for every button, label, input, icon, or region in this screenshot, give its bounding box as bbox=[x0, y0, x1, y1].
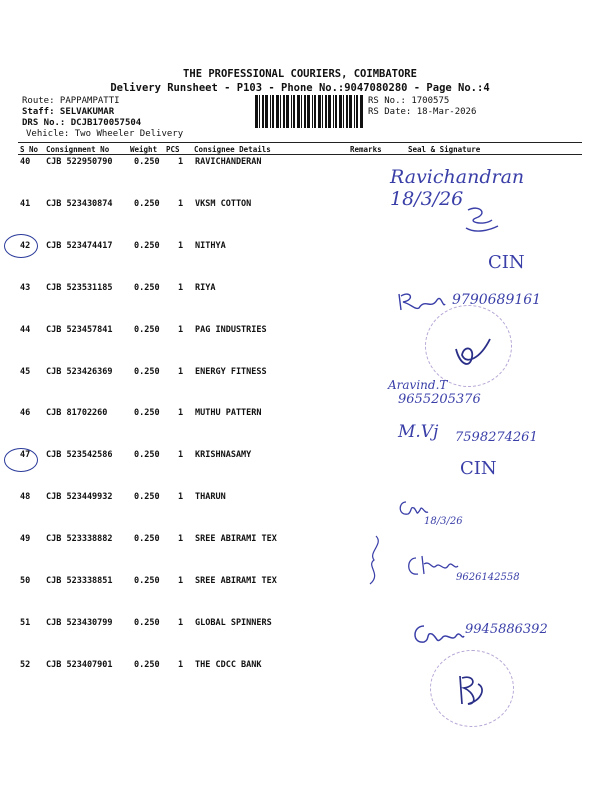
row-pcs: 1 bbox=[178, 408, 184, 419]
row-consignee: KRISHNASAMY bbox=[195, 450, 252, 461]
row-pcs: 1 bbox=[178, 659, 184, 670]
barcode-bar bbox=[297, 95, 300, 128]
barcode-bar bbox=[360, 95, 363, 128]
row-consignment-no: CJB 523474417 bbox=[46, 240, 113, 251]
row-weight: 0.250 bbox=[134, 408, 160, 419]
staff-label: Staff: SELVAKUMAR bbox=[22, 107, 115, 117]
barcode-bar bbox=[307, 95, 310, 128]
row-sno: 52 bbox=[20, 659, 31, 670]
barcode-bar bbox=[314, 95, 316, 128]
handwritten-name-46: M.Vj bbox=[398, 422, 439, 442]
row-sno: 47 bbox=[20, 450, 31, 461]
row-pcs: 1 bbox=[178, 450, 184, 461]
barcode-bar bbox=[255, 95, 258, 128]
barcode-bar bbox=[322, 95, 323, 128]
row-sno: 49 bbox=[20, 534, 31, 545]
row-consignee: SREE ABIRAMI TEX bbox=[195, 534, 277, 545]
barcode-image bbox=[255, 95, 365, 128]
row-consignee: MUTHU PATTERN bbox=[195, 408, 262, 419]
barcode-bar bbox=[276, 95, 279, 128]
barcode-bar bbox=[293, 95, 295, 128]
row-consignment-no: CJB 523430874 bbox=[46, 198, 113, 209]
row-sno: 44 bbox=[20, 324, 31, 335]
signature-scribble-51 bbox=[410, 622, 466, 648]
barcode-bar bbox=[291, 95, 292, 128]
row-weight: 0.250 bbox=[134, 157, 160, 167]
barcode-bar bbox=[262, 95, 264, 128]
row-weight: 0.250 bbox=[134, 659, 160, 670]
col-sno: S No bbox=[20, 145, 39, 154]
circle-mark-47 bbox=[4, 448, 38, 472]
barcode-bar bbox=[312, 95, 313, 128]
col-pcs: PCS bbox=[166, 145, 180, 154]
col-weight: Weight bbox=[130, 145, 158, 154]
rs-number: RS No.: 1700575 bbox=[368, 96, 450, 106]
row-pcs: 1 bbox=[178, 534, 184, 545]
barcode-bar bbox=[259, 95, 260, 128]
barcode-bar bbox=[356, 95, 358, 128]
barcode-bar bbox=[270, 95, 271, 128]
row-pcs: 1 bbox=[178, 157, 184, 167]
barcode-bar bbox=[304, 95, 306, 128]
route-label: Route: PAPPAMPATTI bbox=[22, 96, 120, 106]
row-consignment-no: CJB 523407901 bbox=[46, 659, 113, 670]
handwritten-phone-46: 7598274261 bbox=[455, 430, 538, 445]
col-consignment: Consignment No bbox=[46, 145, 110, 154]
vehicle-label: Vehicle: Two Wheeler Delivery bbox=[26, 129, 184, 139]
handwritten-name-45: Aravind.T bbox=[388, 378, 448, 392]
row-consignee: VKSM COTTON bbox=[195, 198, 252, 209]
row-pcs: 1 bbox=[178, 617, 184, 628]
row-consignee: THE CDCC BANK bbox=[195, 659, 262, 670]
drs-label: DRS No.: DCJB170057504 bbox=[22, 118, 142, 128]
row-weight: 0.250 bbox=[134, 534, 160, 545]
barcode-bar bbox=[333, 95, 334, 128]
barcode-bar bbox=[339, 95, 342, 128]
row-consignee: THARUN bbox=[195, 492, 226, 503]
row-sno: 43 bbox=[20, 282, 31, 293]
row-consignment-no: CJB 522950790 bbox=[46, 157, 113, 167]
header-rule-bottom bbox=[18, 154, 582, 155]
row-sno: 42 bbox=[20, 240, 31, 251]
row-consignee: PAG INDUSTRIES bbox=[195, 324, 267, 335]
row-consignment-no: CJB 523338882 bbox=[46, 534, 113, 545]
barcode-bar bbox=[346, 95, 348, 128]
row-consignee: SREE ABIRAMI TEX bbox=[195, 576, 277, 586]
row-sno: 48 bbox=[20, 492, 31, 503]
barcode-bar bbox=[349, 95, 352, 128]
row-consignment-no: CJB 523449932 bbox=[46, 492, 113, 503]
barcode-bar bbox=[301, 95, 302, 128]
row-weight: 0.250 bbox=[134, 240, 160, 251]
runsheet-title: Delivery Runsheet - P103 - Phone No.:9047080280 - Page No.:4 bbox=[110, 82, 490, 94]
row-sno: 45 bbox=[20, 366, 31, 377]
row-consignment-no: CJB 523426369 bbox=[46, 366, 113, 377]
rs-date: RS Date: 18-Mar-2026 bbox=[368, 107, 477, 117]
header-rule-top bbox=[18, 142, 582, 143]
row-consignment-no: CJB 81702260 bbox=[46, 408, 108, 419]
handwritten-cin-47: CIN bbox=[460, 458, 497, 479]
row-consignment-no: CJB 523338851 bbox=[46, 576, 113, 586]
row-weight: 0.250 bbox=[134, 324, 160, 335]
row-sno: 51 bbox=[20, 617, 31, 628]
row-weight: 0.250 bbox=[134, 617, 160, 628]
signature-scribble-41 bbox=[462, 204, 502, 236]
row-pcs: 1 bbox=[178, 324, 184, 335]
barcode-bar bbox=[265, 95, 268, 128]
row-consignment-no: CJB 523457841 bbox=[46, 324, 113, 335]
row-weight: 0.250 bbox=[134, 366, 160, 377]
barcode-bar bbox=[335, 95, 337, 128]
handwritten-phone-43: 9790689161 bbox=[452, 292, 542, 308]
row-pcs: 1 bbox=[178, 492, 184, 503]
signature-scribble-43 bbox=[395, 288, 447, 314]
row-weight: 0.250 bbox=[134, 198, 160, 209]
handwritten-phone-51: 9945886392 bbox=[465, 622, 548, 637]
row-pcs: 1 bbox=[178, 366, 184, 377]
row-weight: 0.250 bbox=[134, 492, 160, 503]
row-sno: 40 bbox=[20, 157, 31, 167]
barcode-bar bbox=[272, 95, 274, 128]
row-pcs: 1 bbox=[178, 576, 184, 586]
row-consignment-no: CJB 523531185 bbox=[46, 282, 113, 293]
handwritten-sig-40: Ravichandran 18/3/26 bbox=[390, 166, 525, 210]
barcode-bar bbox=[283, 95, 285, 128]
circle-mark-42 bbox=[4, 234, 38, 258]
bracket-mark-49-50 bbox=[362, 534, 386, 586]
signature-scribble-50 bbox=[404, 552, 460, 580]
row-consignee: RAVICHANDERAN bbox=[195, 157, 262, 167]
row-consignment-no: CJB 523542586 bbox=[46, 450, 113, 461]
row-consignee: NITHYA bbox=[195, 240, 226, 251]
row-sno: 46 bbox=[20, 408, 31, 419]
barcode-bar bbox=[280, 95, 281, 128]
row-consignee: ENERGY FITNESS bbox=[195, 366, 267, 377]
row-sno: 41 bbox=[20, 198, 31, 209]
barcode-bar bbox=[343, 95, 344, 128]
row-consignee: GLOBAL SPINNERS bbox=[195, 617, 272, 628]
col-consignee: Consignee Details bbox=[194, 145, 271, 154]
row-sno: 50 bbox=[20, 576, 31, 586]
row-consignee: RIYA bbox=[195, 282, 216, 293]
barcode-bar bbox=[325, 95, 327, 128]
barcode-bar bbox=[286, 95, 289, 128]
row-weight: 0.250 bbox=[134, 576, 160, 586]
signature-scribble-44 bbox=[450, 335, 494, 371]
barcode-bar bbox=[328, 95, 331, 128]
row-weight: 0.250 bbox=[134, 450, 160, 461]
row-weight: 0.250 bbox=[134, 282, 160, 293]
handwritten-date-48: 18/3/26 bbox=[424, 516, 463, 527]
row-consignment-no: CJB 523430799 bbox=[46, 617, 113, 628]
barcode-bar bbox=[354, 95, 355, 128]
barcode-bar bbox=[318, 95, 321, 128]
col-remarks: Remarks bbox=[350, 145, 382, 154]
row-pcs: 1 bbox=[178, 240, 184, 251]
col-seal-signature: Seal & Signature bbox=[408, 145, 481, 154]
company-title: THE PROFESSIONAL COURIERS, COIMBATORE bbox=[183, 68, 417, 80]
row-pcs: 1 bbox=[178, 282, 184, 293]
row-pcs: 1 bbox=[178, 198, 184, 209]
signature-scribble-52 bbox=[452, 670, 492, 710]
handwritten-phone-50: 9626142558 bbox=[456, 572, 520, 583]
handwritten-phone-45: 9655205376 bbox=[398, 392, 481, 407]
handwritten-cin-42: CIN bbox=[488, 252, 525, 273]
